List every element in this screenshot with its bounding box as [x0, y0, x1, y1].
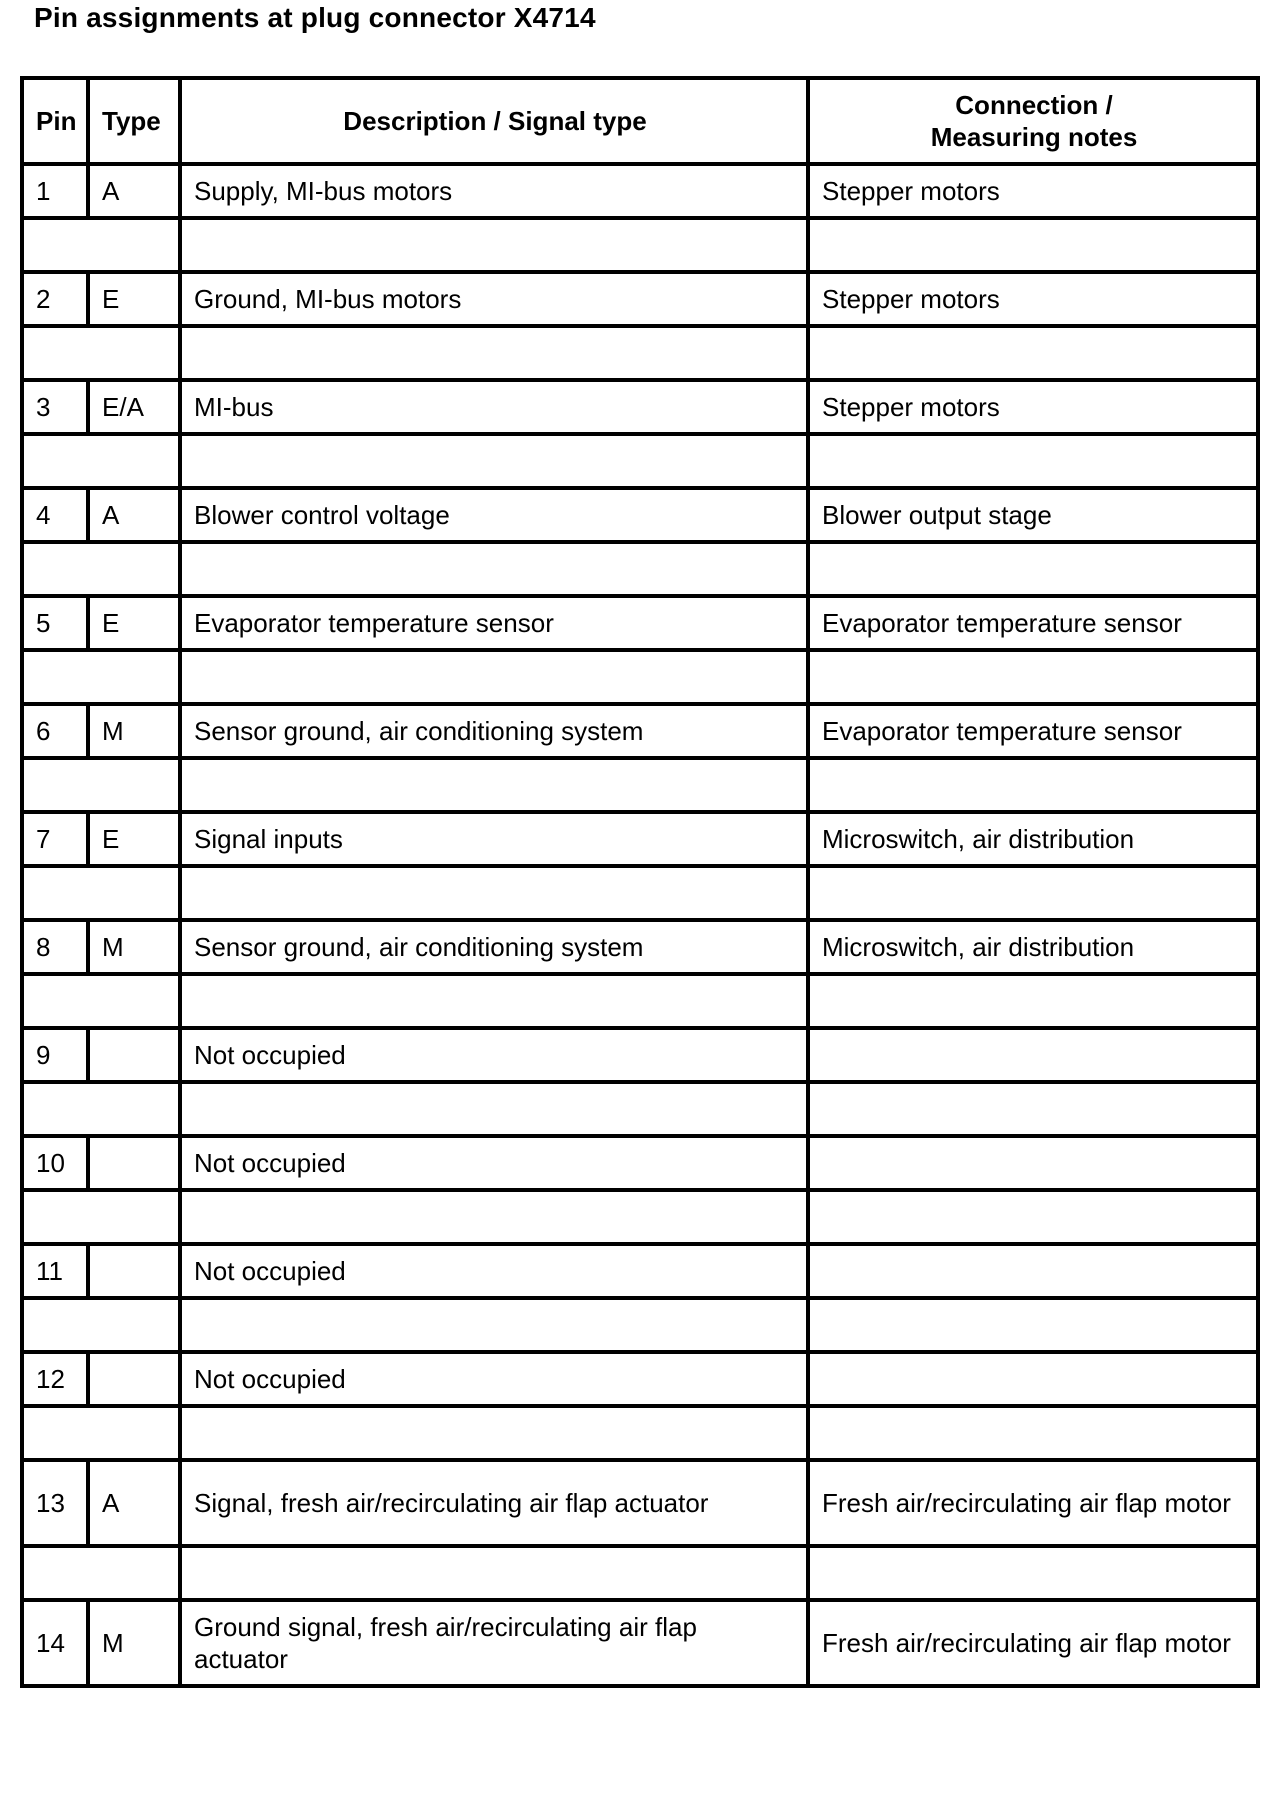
cell-pin: 7	[22, 812, 88, 866]
spacer-row	[22, 542, 1258, 596]
cell-description: Ground signal, fresh air/recirculating air flap actuator	[180, 1600, 808, 1686]
table-header-row	[22, 78, 1258, 164]
spacer-cell	[22, 650, 88, 704]
spacer-row	[22, 1406, 1258, 1460]
spacer-cell	[180, 1406, 808, 1460]
cell-description: Signal inputs	[180, 812, 808, 866]
cell-pin: 9	[22, 1028, 88, 1082]
cell-type: E	[88, 812, 180, 866]
spacer-row	[22, 974, 1258, 1028]
spacer-row	[22, 434, 1258, 488]
header-description: Description / Signal type	[180, 78, 808, 164]
cell-pin: 14	[22, 1600, 88, 1686]
table-row	[22, 1600, 1258, 1686]
spacer-cell	[808, 1082, 1258, 1136]
spacer-cell	[808, 866, 1258, 920]
spacer-row	[22, 1082, 1258, 1136]
spacer-cell	[22, 1406, 88, 1460]
cell-connection: Microswitch, air distribution	[808, 920, 1258, 974]
pin-assignment-table	[20, 76, 1260, 1688]
spacer-cell	[808, 218, 1258, 272]
spacer-cell	[22, 974, 88, 1028]
cell-type	[88, 1244, 180, 1298]
cell-connection: Blower output stage	[808, 488, 1258, 542]
spacer-cell	[808, 758, 1258, 812]
cell-type: M	[88, 1600, 180, 1686]
cell-description: Sensor ground, air conditioning system	[180, 920, 808, 974]
spacer-cell	[180, 650, 808, 704]
spacer-cell	[22, 218, 88, 272]
cell-pin: 3	[22, 380, 88, 434]
spacer-row	[22, 1546, 1258, 1600]
spacer-cell	[180, 1298, 808, 1352]
cell-description: Supply, MI-bus motors	[180, 164, 808, 218]
cell-description: Evaporator temperature sensor	[180, 596, 808, 650]
table-row	[22, 1244, 1258, 1298]
cell-type: E	[88, 272, 180, 326]
spacer-cell	[180, 1546, 808, 1600]
cell-pin: 2	[22, 272, 88, 326]
spacer-cell	[180, 1190, 808, 1244]
spacer-cell	[88, 542, 180, 596]
cell-connection	[808, 1028, 1258, 1082]
spacer-cell	[22, 758, 88, 812]
cell-connection: Evaporator temperature sensor	[808, 704, 1258, 758]
spacer-cell	[22, 542, 88, 596]
cell-pin: 1	[22, 164, 88, 218]
spacer-row	[22, 758, 1258, 812]
cell-pin: 6	[22, 704, 88, 758]
spacer-row	[22, 866, 1258, 920]
cell-type: E/A	[88, 380, 180, 434]
cell-pin: 8	[22, 920, 88, 974]
cell-type	[88, 1136, 180, 1190]
cell-type	[88, 1028, 180, 1082]
cell-type	[88, 1352, 180, 1406]
header-connection-line2: Measuring notes	[930, 122, 1138, 152]
spacer-cell	[22, 326, 88, 380]
cell-pin: 4	[22, 488, 88, 542]
spacer-cell	[88, 1406, 180, 1460]
spacer-cell	[22, 1082, 88, 1136]
spacer-cell	[88, 1298, 180, 1352]
spacer-cell	[808, 1406, 1258, 1460]
table-row	[22, 920, 1258, 974]
spacer-row	[22, 1298, 1258, 1352]
table-body	[22, 164, 1258, 1686]
pin-assignment-table-container	[20, 76, 1260, 1688]
spacer-cell	[180, 326, 808, 380]
spacer-cell	[808, 542, 1258, 596]
spacer-row	[22, 650, 1258, 704]
spacer-cell	[88, 326, 180, 380]
cell-pin: 13	[22, 1460, 88, 1546]
cell-connection: Stepper motors	[808, 380, 1258, 434]
spacer-cell	[180, 542, 808, 596]
spacer-cell	[22, 1298, 88, 1352]
header-type: Type	[88, 78, 180, 164]
spacer-cell	[88, 1082, 180, 1136]
cell-type: A	[88, 164, 180, 218]
cell-connection	[808, 1244, 1258, 1298]
header-pin: Pin	[22, 78, 88, 164]
spacer-cell	[22, 866, 88, 920]
spacer-cell	[180, 434, 808, 488]
cell-description: Ground, MI-bus motors	[180, 272, 808, 326]
spacer-cell	[808, 1546, 1258, 1600]
cell-type: E	[88, 596, 180, 650]
spacer-cell	[88, 866, 180, 920]
spacer-cell	[88, 218, 180, 272]
spacer-cell	[180, 218, 808, 272]
spacer-cell	[808, 1190, 1258, 1244]
cell-description: Blower control voltage	[180, 488, 808, 542]
cell-connection: Fresh air/recirculating air flap motor	[808, 1460, 1258, 1546]
cell-type: A	[88, 1460, 180, 1546]
table-row	[22, 1028, 1258, 1082]
cell-pin: 12	[22, 1352, 88, 1406]
cell-description: Not occupied	[180, 1352, 808, 1406]
cell-description: Not occupied	[180, 1136, 808, 1190]
spacer-cell	[808, 326, 1258, 380]
table-row	[22, 1460, 1258, 1546]
table-row	[22, 272, 1258, 326]
spacer-cell	[88, 1190, 180, 1244]
spacer-cell	[88, 434, 180, 488]
spacer-cell	[808, 434, 1258, 488]
cell-connection: Fresh air/recirculating air flap motor	[808, 1600, 1258, 1686]
spacer-cell	[808, 650, 1258, 704]
table-row	[22, 596, 1258, 650]
cell-description: Not occupied	[180, 1244, 808, 1298]
spacer-cell	[88, 650, 180, 704]
spacer-cell	[180, 1082, 808, 1136]
cell-description: Sensor ground, air conditioning system	[180, 704, 808, 758]
header-connection	[808, 78, 1258, 164]
spacer-cell	[88, 758, 180, 812]
cell-connection: Evaporator temperature sensor	[808, 596, 1258, 650]
spacer-cell	[88, 974, 180, 1028]
spacer-cell	[808, 974, 1258, 1028]
spacer-row	[22, 1190, 1258, 1244]
spacer-row	[22, 326, 1258, 380]
cell-description: MI-bus	[180, 380, 808, 434]
cell-connection: Stepper motors	[808, 164, 1258, 218]
header-connection-line1: Connection /	[955, 90, 1113, 120]
spacer-cell	[22, 434, 88, 488]
spacer-cell	[180, 974, 808, 1028]
table-row	[22, 380, 1258, 434]
table-row	[22, 488, 1258, 542]
table-row	[22, 812, 1258, 866]
cell-connection	[808, 1352, 1258, 1406]
cell-type: A	[88, 488, 180, 542]
spacer-cell	[180, 866, 808, 920]
table-row	[22, 1352, 1258, 1406]
spacer-cell	[22, 1190, 88, 1244]
page-title: Pin assignments at plug connector X4714	[34, 2, 596, 33]
table-row	[22, 164, 1258, 218]
cell-type: M	[88, 704, 180, 758]
cell-connection: Microswitch, air distribution	[808, 812, 1258, 866]
spacer-cell	[180, 758, 808, 812]
cell-description: Not occupied	[180, 1028, 808, 1082]
cell-connection	[808, 1136, 1258, 1190]
cell-pin: 5	[22, 596, 88, 650]
spacer-cell	[88, 1546, 180, 1600]
spacer-cell	[808, 1298, 1258, 1352]
cell-connection: Stepper motors	[808, 272, 1258, 326]
cell-pin: 11	[22, 1244, 88, 1298]
cell-description: Signal, fresh air/recirculating air flap actuator	[180, 1460, 808, 1546]
table-row	[22, 704, 1258, 758]
spacer-row	[22, 218, 1258, 272]
cell-type: M	[88, 920, 180, 974]
cell-pin: 10	[22, 1136, 88, 1190]
table-row	[22, 1136, 1258, 1190]
spacer-cell	[22, 1546, 88, 1600]
